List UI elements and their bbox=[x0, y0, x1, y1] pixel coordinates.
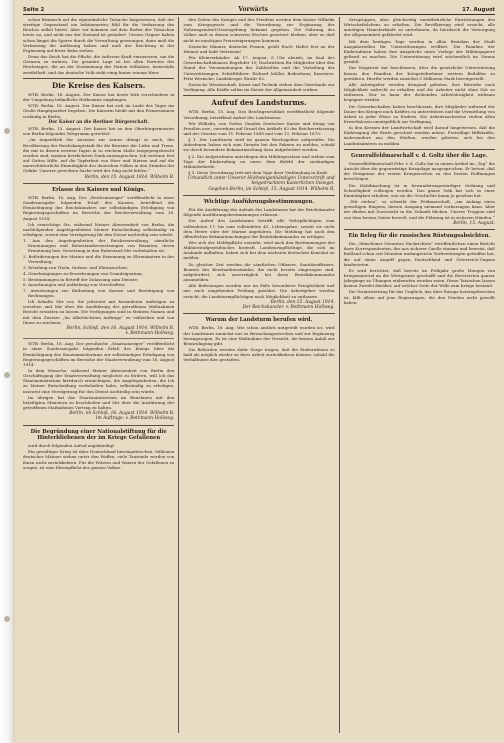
paragraph: Ein gewaltiger Krieg ist über Deutschland hereingebrochen. Millionen deutscher Männer stehen unter den Waffen, viele Tausende werden von ihnen nicht zurückkehren. Für die Witwen und Waisen der Gefallenen zu sorgen, ist eine Ehrenpflicht des ganzen Volkes. bbox=[23, 449, 175, 470]
section-divider bbox=[183, 95, 334, 96]
paragraph: Alle Arbeitgeber werden dringend gebeten, ihre Betriebe nach Möglichkeit aufrecht zu erhalten und die Arbeiter nicht ohne Not zu entlassen. Nur so kann der drohenden Arbeitslosigkeit wirksam begegnet werden. bbox=[343, 81, 495, 103]
paragraph: „Wir stehen“, so schreibt der Feldmarschall, „am Anfang eines gewaltigen Ringens, dessen Ausgang niemand vorhersagen kann. Aber wir dürfen mit Zuversicht in die Zukunft blicken. Unsere Truppen sind von dem besten Geiste beseelt, und die Führung ist in sicheren Händen.“ bbox=[343, 199, 495, 220]
section-divider bbox=[23, 183, 174, 184]
paragraph: Alle Befreiungen werden nur im Falle besonderer Dringlichkeit und nur nach eingehender Prüfung gewährt. Die Arbeitgeber werden ersucht, die Landsturmpflichtigen nach Möglichkeit zu entlassen. bbox=[183, 283, 335, 299]
paragraph: WTB. Berlin, 16. August. Der Kaiser hat sich im Laufe des Tages ins Große Hauptquartier begeben. Die Kaiserin bleibt mit den Prinzessinnen vorläufig in Berlin. bbox=[23, 103, 175, 119]
section-divider bbox=[23, 78, 174, 79]
paragraph: Die „Münchener Neuesten Nachrichten“ veröffentlichen einen Bericht ihres Korrespondenten, der aus sicherer Quelle stammt und beweist, daß Rußland schon seit Monaten umfangreiche Vorbereitungen getroffen hat, die auf einen Angriff gegen Deutschland und Österreich-Ungarn hindeuteten. bbox=[343, 241, 495, 267]
paragraph: Die Mobilmachung ist in bewunderungswürdiger Ordnung und Schnelligkeit vollzogen worden. Das ganze Volk hat sich in einer Einmütigkeit erhoben, wie sie die Geschichte kaum je gesehen hat. bbox=[343, 182, 495, 198]
binding-hole bbox=[4, 616, 10, 622]
paragraph: Für Kleinverkäufer: Ab 17. August, 8 Uhr abends, im Saal des Gewerkschaftshauses Engelufer 15; Nachrichten für Mitglieder über den Stand der Versammlungen der Zahlstellen und die Verteilung der Unterstützungen, Schriftführer: Richard Müller, Bodenhaus; Kassierer: Fritz Wernicke, Landsberger Straße 62. bbox=[183, 55, 335, 81]
paragraph: Es wird berichtet, daß bereits im Frühjahr große Mengen von Kriegsmaterial an die Westgrenze geschafft und die Reservisten ganzer Jahrgänge zu Übungen einberufen worden seien. Diese Tatsachen lassen keinen Zweifel darüber, auf welcher Seite der Wille zum Kriege bestand. bbox=[343, 267, 495, 289]
paragraph: Generalfeldmarschall Frhr. v. d. Goltz hat in einem Artikel im „Tag“ die Ansicht über die gegenwärtige Kriegslage ausgesprochen. Er betont, daß die Ereignisse der ersten Kriegswochen zu den besten Hoffnungen berechtigen. bbox=[343, 160, 495, 182]
signature-line: Berlin, 15. August. bbox=[453, 220, 495, 226]
section-divider bbox=[183, 195, 334, 196]
list-item: 7. Anweisungen zur Entlastung von Kassen und Bestätigung von Rechnungen. bbox=[23, 288, 175, 299]
subheadline: Der Kaiser an die Berliner Bürgerschaft. bbox=[48, 119, 149, 125]
headline-goltz: Generalfeldmarschall v. d. Goltz über die Lage. bbox=[351, 152, 488, 159]
section-divider bbox=[344, 229, 495, 230]
paragraph: WTB. Berlin, 16. Aug. Der „Reichsanzeiger“ veröffentlicht in einer Sonderausgabe folgenden Erlaß des Kaisers, betreffend die Ermächtigung des Reichskanzlers zur selbständigen Erledigung von Regierungsgeschäften im Bereiche der Reichsverwaltung vom 16. August 1914: bbox=[23, 194, 175, 221]
binding-hole bbox=[4, 128, 10, 134]
paragraph: Der Aufruf des Landsturms betrifft alle Wehrpflichtigen vom vollendeten 17. bis zum vollendeten 45. Lebensjahre, soweit sie nicht dem Heere oder der Marine angehören. Die Meldung hat nach den öffentlichen Bekanntmachungen der Bezirkskommandos zu erfolgen. bbox=[183, 218, 335, 239]
paragraph: den Zeiten des Krieges und des Friedens werden dem Kaiser Wilhelm zum Kriegsgesetz und die Verordnung zur Ergänzung der Nahrungsmittel-Gesetzgebung bekannt gegeben. Die Nahrung des Volkes muß in diesen schweren Wochen gesichert bleiben, aber es darf nicht zu unnötigen Preissteigerungen kommen. bbox=[183, 17, 335, 43]
paragraph: WTB. Berlin, 15. Aug. Das Reichsgesetzblatt veröffentlicht folgende Verordnung, betreffend Aufruf des Landsturms: bbox=[183, 109, 335, 120]
headline-kaiser: Die Kreise des Kaisers. bbox=[52, 80, 146, 90]
paragraph: Deutsche Wissenschaft, Kunst und Technik stehen dem Vaterlande zur Verfügung. Alle Kräfte sollen im Dienst der Allgemeinheit wirken. bbox=[183, 81, 335, 93]
signature-line: Berlin, im Schloß, 16. August 1914. Wilhelm R. Im Auftrage: v. Bethmann Hollweg. bbox=[69, 411, 175, 422]
paragraph: wird durch folgenden Aufruf angekündigt: bbox=[28, 443, 116, 449]
binding-hole bbox=[4, 372, 10, 378]
list-item: 4. Genehmigungen zu Erwerbsungen von Grundeigentum; bbox=[23, 270, 143, 276]
signature-line: Urkundlich unter Unserer Höchsteigenhändigen Unterschrift und beigedrucktem Kaiserlichen Insiegel. Gegeben Berlin, im Schloß, 15. August 1914. Wilhelm R. bbox=[187, 176, 335, 192]
section-divider bbox=[183, 313, 334, 314]
paragraph: Ortsgruppen, aber gleichzeitig unentbehrliche Einrichtungen des Wirtschaftslebens zu erhalten. Die Bevölkerung wird ersucht, alle unnötigen Hamsterkäufe zu unterlassen, da hierdurch die Versorgung der Allgemeinheit gefährdet wird. bbox=[343, 17, 495, 38]
paragraph: WTB. Berlin, 16. Aug. Wie schon amtlich mitgeteilt worden ist, wird der Landsturm zunächst nur zu Bewachungszwecken und zur Ergänzung herangezogen. Es ist eine Maßnahme der Vorsicht, die keinen Anlaß zur Beunruhigung gibt. bbox=[183, 325, 335, 346]
paragraph: WTB. Berlin, 16. August. Der Kaiser hat heute früh verschiedene in der Umgebung befindliche Hofbeamte empfangen. bbox=[23, 91, 175, 103]
paragraph: Denn das Reich hat die Pflicht, die äußerste Kraft einzusetzen, um die Grenzen zu wahren. Die gesamte Lage ist bei allen Parteien des Reichstages, die an der Zustimmung der Nation teilhaben, keinesfalls zweifelhaft, und das deutsche Volk steht einig hinter seinem Heer. bbox=[23, 54, 175, 75]
headline-erlasse: Erlasse des Kaisers und Königs. bbox=[52, 186, 146, 193]
page-number: Seite 2 bbox=[23, 7, 45, 13]
issue-date: 17. August bbox=[462, 7, 495, 13]
paragraph: Die Verantwortung für das Unglück, das über Europa hereingebrochen ist, fällt allein auf jene Regierungen, die den Frieden nicht gewollt haben. bbox=[343, 289, 495, 305]
paragraph: WTB. Berlin, 15. August. Der Kaiser hat an den Oberbürgermeister von Berlin folgendes Telegramm gerichtet: bbox=[23, 126, 175, 137]
section-divider bbox=[344, 149, 495, 150]
paragraph: Die Behörden werden dafür Sorge tragen, daß die Einberufenen so bald als möglich wieder zu ihrer Arbeit zurückkehren können, sobald die Verhältnisse dies gestatten. bbox=[183, 346, 335, 363]
section-divider bbox=[23, 425, 174, 426]
paragraph: In den Kreisen der Landwirtschaft wird darauf hingewiesen, daß die Einbringung der Ernte gesichert werden müsse. Freiwillige Hilfskräfte, insbesondere aus den Städten, werden gebeten, sich bei den Landratsämtern zu melden. bbox=[343, 125, 495, 146]
headline-ausfuehrungsbestimmungen: Wichtige Ausführungsbestimmungen. bbox=[203, 198, 315, 205]
column-2 bbox=[178, 17, 338, 733]
paragraph: Ich behalte Mir vor, Sie jederzeit mit besonderen Aufträgen zu versehen und Mir über die Ausführung der getroffenen Maßnahmen Bericht erstatten zu lassen. Die Verfügungen sind in Meinem Namen und mit dem Zusatze „Im Allerhöchsten Auftrage“ zu vollziehen und von Ihnen zu zeichnen. bbox=[23, 299, 175, 325]
column-1 bbox=[23, 17, 178, 733]
list-item: 6. Anordnungen und Aufhebung von Vorschriften; bbox=[23, 282, 126, 288]
paragraph: § 3. Diese Verordnung tritt mit dem Tage ihrer Verkündung in Kraft. bbox=[188, 170, 329, 176]
page-binding-margin bbox=[0, 0, 15, 743]
paragraph: Mit dem heutigen Tage werden in allen Bezirken der Stadt Ausgabestellen für Unterstützungen eröffnet. Die Familien der Einberufenen haben ihre Ansprüche unter Vorlage der Militärpapiere geltend zu machen. Die Unterstützung wird wöchentlich im Voraus gezahlt. bbox=[343, 38, 495, 65]
paragraph: Im übrigen hat das Staatsministerium im Benehmen mit den beteiligten Ministern zu beschließen und Mir über die Ausführung der getroffenen Maßnahmen Vortrag zu halten. bbox=[23, 394, 175, 411]
paragraph: § 1. Der Landsturm wird im ganzen Reichsgebiet aufgerufen. Die Aufrufenen haben sich zum Dienste bei den Fahnen zu melden, sobald sie durch besondere Bekanntmachung dazu aufgefordert werden. bbox=[183, 137, 335, 153]
signature-line: Berlin, den 15. August 1914. Der Reichskanzler. v. Bethmann Hollweg. bbox=[242, 299, 335, 310]
paragraph: schon Bismarck auf die eigentümliche Tatsache hingewiesen, daß der streitige Gegenstand ein bekümmertes Bild für die Verfassung des Reiches selbst bietet. Aber wir kommen auf dem Boden der Tatsachen heute an, und nicht nur der Zustand ist geändert. Unsere Gegner haben schon längst die Sperre durch die Verwaltung gezwungen, dann muß die Verfassung die Auflösung haben und muß der Reichstag in der Ergänzung auf freier Bahn stehen. bbox=[23, 17, 175, 53]
headline-nationalstiftung: Die Begründung einer Nationalstiftung für die Hinterbliebenen der im Kriege Gefallenen bbox=[30, 428, 167, 441]
paragraph: In dem Wunsche, während Meiner Abwesenheit von Berlin den Geschäftsgang der Staatsverwaltung möglichst zu fördern, will Ich das Staatsministerium hierdurch ermächtigen, die Angelegenheiten, die Ich zu Meiner Entscheidung vorbehalten habe, selbständig zu erledigen, insoweit eine Verzögerung für den Dienst nachteilig sein würde. bbox=[23, 368, 175, 394]
paragraph: § 2. Die Aufgerufenen unterliegen den Militärgesetzen und stehen vom Tage der Einberufung an unter dem Befehl der zuständigen Militärbehörde. bbox=[183, 153, 335, 169]
signature-line: Berlin, Schloß, den 16. August 1914. Wilhelm R. v. Bethmann Hollweg. bbox=[66, 325, 175, 337]
paper-name: Vorwärts bbox=[238, 6, 268, 13]
paragraph: Ich ermächtige Sie, während Meiner Abwesenheit von Berlin, die nachfolgenden Angelegenheiten Meiner Entscheidung selbständig zu erledigen, soweit eine Verzögerung für den Dienst nachteilig sein würde: bbox=[23, 221, 175, 238]
page-header bbox=[23, 6, 495, 14]
headline-warum-landsturm: Warum der Landsturm berufen wird. bbox=[205, 317, 313, 324]
signature-line: Berlin, den 15. August 1914. Wilhelm R. bbox=[84, 174, 175, 180]
paragraph: Für die Ausführung des Aufrufs des Landsturms hat der Reichskanzler folgende Ausführungsbestimmungen erlassen: bbox=[183, 207, 335, 218]
paragraph: Die Gewerkschaften haben beschlossen, ihre Mitglieder während der Dauer des Krieges nach Kräften zu unterstützen und die Vermittlung von Arbeit in jeder Weise zu fördern. Die Arbeitsnachweise stehen allen Erwerbslosen unentgeltlich zur Verfügung. bbox=[343, 103, 495, 124]
paragraph: Wir Wilhelm, von Gottes Gnaden Deutscher Kaiser und König von Preußen usw., verordnen auf Grund des Artikels 63 der Reichsverfassung und der Gesetze vom 11. Februar 1888 und vom 12. Februar 1875: bbox=[183, 120, 335, 137]
list-item: 1. Aus den Angelegenheiten der Reichsverwaltung, sämtliche Ernennungen und Ruhestandsversetzungen von Beamten, deren Ernennung bzw. Versetzung in den Ruhestand Mir vorbehalten ist; bbox=[23, 238, 175, 254]
section-divider bbox=[23, 338, 174, 339]
paragraph: Zu gleicher Zeit werden die sämtlichen Offiziere, Sanitätsoffiziere, Beamte des Beurlaubtenstandes, die nicht bereits eingezogen sind, aufgefordert, sich unverzüglich bei ihren Bezirkskommandos anzumelden. bbox=[183, 261, 335, 283]
paragraph: „Im Augenblick der Ausreise zur Armee drängt es mich, der Bevölkerung der Reichshauptstadt für die Beweise der Liebe und Treue, die mir in diesen ernsten Tagen in so reichem Maße entgegengebracht worden sind, meinen herzlichsten Dank auszusprechen. Ich vertraue fest auf Gottes Hilfe, auf die Tapferkeit von Heer und Marine und auf die unerschütterliche Einmütigkeit des deutschen Volkes in den Stunden der Gefahr. Unserer gerechten Sache wird der Sieg nicht fehlen.“ bbox=[23, 137, 175, 174]
list-item: 5. Bestimmungen in Betreff der Zulassung zum Dienste; bbox=[23, 276, 139, 282]
headline-landsturm: Aufruf des Landsturms. bbox=[211, 98, 307, 108]
paragraph: Wer sich der Meldepflicht entzieht, wird nach den Bestimmungen des Militärstrafgesetzbuches bestraft. Landsturmpflichtige, die sich im Auslande aufhalten, haben sich bei dem nächsten deutschen Konsulat zu melden. bbox=[183, 240, 335, 261]
headline-russische-ruestung: Ein Beleg für die russischen Rüstungsabsichten. bbox=[348, 232, 491, 239]
paragraph: WTB. Berlin, 16. Aug. Der preußische „Staatsanzeiger“ veröffentlicht in einer Sonderausgabe folgenden Erlaß des Königs über die Ermächtigung des Staatsministeriums zur selbständigen Erledigung von Regierungsgeschäften im Bereiche der Staatsverwaltung vom 16. August 1914: bbox=[23, 341, 175, 367]
header-rule bbox=[23, 14, 495, 15]
paragraph: Der Magistrat hat beschlossen, über die gesetzliche Unterstützung hinaus den Familien der Kriegsteilnehmer weitere Beihilfen zu gewähren. Hierfür werden zunächst 5 Millionen Mark bereitgestellt. bbox=[343, 65, 495, 81]
article-columns bbox=[23, 17, 495, 733]
column-3 bbox=[339, 17, 495, 733]
list-item: 3. Erteilung von Titeln, Ordens- und Ehrenzeichen; bbox=[23, 265, 129, 271]
list-item: 2. Beförderungen der Marine und die Ernennung zu Ehrenämtern in der Verwaltung; bbox=[23, 254, 175, 265]
paragraph: Deutsche Männer, deutsche Frauen, grüßt Euch! Haltet fest an der Heimat und habt Vertrauen! bbox=[183, 43, 335, 54]
